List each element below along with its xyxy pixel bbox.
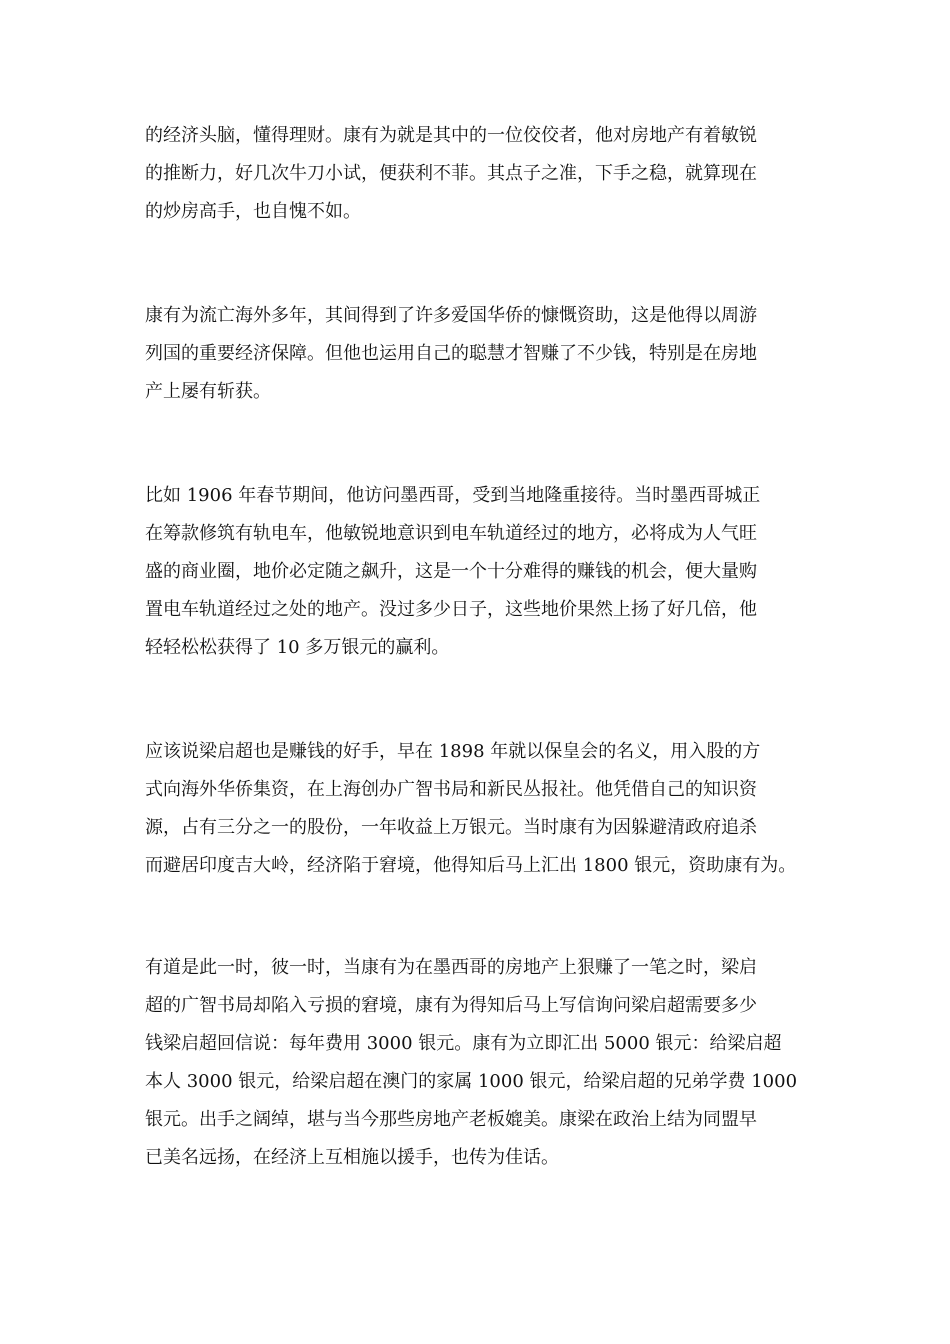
paragraph-line: 的推断力，好几次牛刀小试，便获利不菲。其点子之准，下手之稳，就算现在	[145, 163, 757, 184]
paragraph-line: 式向海外华侨集资，在上海创办广智书局和新民丛报社。他凭借自己的知识资	[145, 779, 757, 800]
paragraph-line: 康有为流亡海外多年，其间得到了许多爱国华侨的慷慨资助，这是他得以周游	[145, 305, 757, 326]
paragraph-line: 比如 1906 年春节期间，他访问墨西哥，受到当地隆重接待。当时墨西哥城正	[145, 485, 761, 506]
paragraph-line: 超的广智书局却陷入亏损的窘境，康有为得知后马上写信询问梁启超需要多少	[145, 995, 757, 1016]
paragraph-line: 源，占有三分之一的股份，一年收益上万银元。当时康有为因躲避清政府追杀	[145, 817, 757, 838]
paragraph-line: 盛的商业圈，地价必定随之飙升，这是一个十分难得的赚钱的机会，便大量购	[145, 561, 757, 582]
paragraph-line: 应该说梁启超也是赚钱的好手，早在 1898 年就以保皇会的名义，用入股的方	[145, 741, 761, 762]
paragraph-line: 本人 3000 银元，给梁启超在澳门的家属 1000 银元，给梁启超的兄弟学费 1000	[145, 1071, 798, 1092]
paragraph-line: 已美名远扬，在经济上互相施以援手，也传为佳话。	[145, 1147, 559, 1168]
paragraph-line: 置电车轨道经过之处的地产。没过多少日子，这些地价果然上扬了好几倍，他	[145, 599, 757, 620]
paragraph-line: 轻轻松松获得了 10 多万银元的赢利。	[145, 637, 450, 658]
paragraph-line: 银元。出手之阔绰，堪与当今那些房地产老板媲美。康梁在政治上结为同盟早	[145, 1109, 757, 1130]
paragraph-line: 钱梁启超回信说：每年费用 3000 银元。康有为立即汇出 5000 银元：给梁启超	[145, 1033, 782, 1054]
paragraph-line: 产上屡有斩获。	[145, 381, 271, 402]
paragraph-line: 列国的重要经济保障。但他也运用自己的聪慧才智赚了不少钱，特别是在房地	[145, 343, 757, 364]
paragraph-line: 的经济头脑，懂得理财。康有为就是其中的一位佼佼者，他对房地产有着敏锐	[145, 125, 757, 146]
paragraph-line: 而避居印度吉大岭，经济陷于窘境，他得知后马上汇出 1800 银元，资助康有为。	[145, 855, 797, 876]
paragraph-line: 有道是此一时，彼一时，当康有为在墨西哥的房地产上狠赚了一笔之时，梁启	[145, 957, 757, 978]
paragraph-line: 的炒房高手，也自愧不如。	[145, 201, 361, 222]
paragraph-line: 在筹款修筑有轨电车，他敏锐地意识到电车轨道经过的地方，必将成为人气旺	[145, 523, 757, 544]
